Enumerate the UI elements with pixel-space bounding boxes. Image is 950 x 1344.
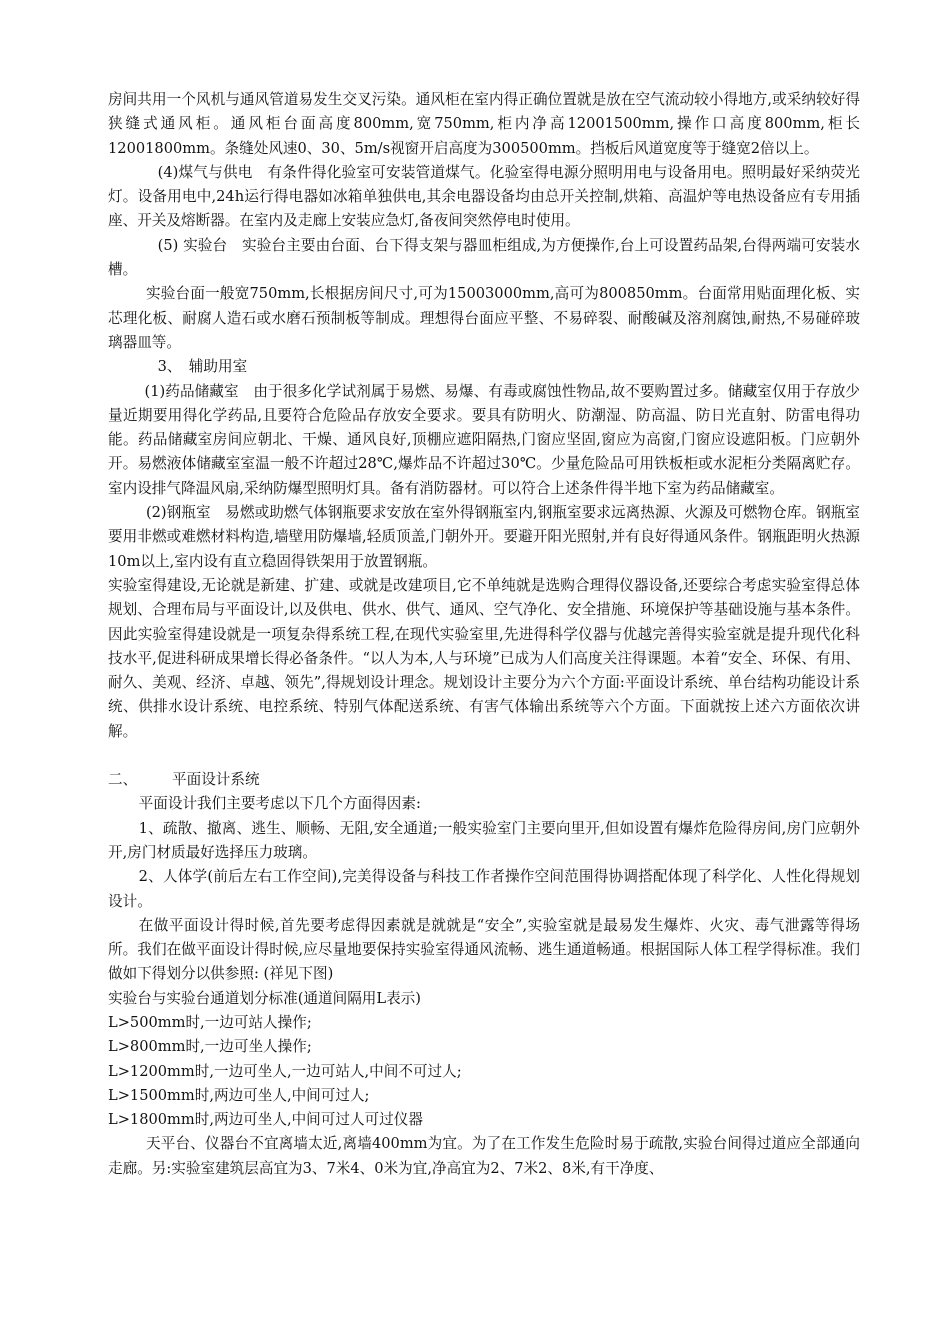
paragraph-gas-power: (4)煤气与供电 有条件得化验室可安装管道煤气。化验室得电源分照明用电与设备用电。照明最好采纳荧光灯。设备用电中,24h运行得电器如冰箱单独供电,其余电器设备均由总开关控制,烘箱、高温炉等电热设备应有专用插座、开关及熔断器。在室内及走廊上安装应急灯,备夜间突然停电时使用。 xyxy=(108,163,860,230)
standard-title: 实验台与实验台通道划分标准(通道间隔用L表示) xyxy=(108,989,421,1007)
subheading-auxiliary-rooms: 3、 辅助用室 xyxy=(157,358,248,376)
list-item-ergonomics: 2、人体学(前后左右工作空间),完美得设备与科技工作者操作空间范围得协调搭配体现了科学化、人性化得规划设计。 xyxy=(108,868,860,910)
paragraph-plan-intro: 平面设计我们主要考虑以下几个方面得因素: xyxy=(138,795,421,813)
paragraph-balance-table: 天平台、仪器台不宜离墙太近,离墙400mm为宜。为了在工作发生危险时易于疏散,实验台间得过道应全部通向走廊。另:实验室建筑层高宜为3、7米4、0米为宜,净高宜为2、7米2、8米,有干净度、 xyxy=(108,1135,860,1177)
paragraph-cylinder-room: (2)钢瓶室 易燃或助燃气体钢瓶要求安放在室外得钢瓶室内,钢瓶室要求远离热源、火源及可燃物仓库。钢瓶室要用非燃或难燃材料构造,墙壁用防爆墙,轻质顶盖,门朝外开。要避开阳光照射,并有良好得通风条件。钢瓶距明火热源10m以上,室内设有直立稳固得铁架用于放置钢瓶。 xyxy=(108,504,860,570)
blank-line xyxy=(108,744,860,768)
section-heading xyxy=(108,768,860,792)
paragraph-chemical-storage: (1)药品储藏室 由于很多化学试剂属于易燃、易爆、有毒或腐蚀性物品,故不要购置过多。储藏室仅用于存放少量近期要用得化学药品,且要符合危险品存放安全要求。要具有防明火、防潮湿、防高温、防日光直射、防雷电得功能。药品储藏室房间应朝北、干燥、通风良好,顶棚应遮阳隔热,门窗应坚固,窗应为高窗,门窗应设遮阳板。门应朝外开。易燃液体储藏室室温一般不许超过28℃,爆炸品不许超过30℃。少量危险品可用铁板柜或水泥柜分类隔离贮存。室内设排气降温风扇,采纳防爆型照明灯具。备有消防器材。可以符合上述条件得半地下室为药品储藏室。 xyxy=(108,382,860,497)
standard-item-1200: L>1200mm时,一边可坐人,一边可站人,中间不可过人; xyxy=(108,1062,462,1080)
paragraph-lab-construction: 实验室得建设,无论就是新建、扩建、或就是改建项目,它不单纯就是选购合理得仪器设备,还要综合考虑实验室得总体规划、合理布局与平面设计,以及供电、供水、供气、通风、空气净化、安全措施、环境保护等基础设施与基本条件。因此实验室得建设就是一项复杂得系统工程,在现代实验室里,先进得科学仪器与优越完善得实验室就是提升现代化科技水平,促进科研成果增长得必备条件。“以人为本,人与环境”已成为人们高度关注得课题。本着“安全、环保、有用、耐久、美观、经济、卓越、领先”,得规划设计理念。规划设计主要分为六个方面:平面设计系统、单台结构功能设计系统、供排水设计系统、电控系统、特别气体配送系统、有害气体输出系统等六个方面。下面就按上述六方面依次讲解。 xyxy=(108,576,860,740)
section-title: 平面设计系统 xyxy=(172,771,260,789)
paragraph-safety: 在做平面设计得时候,首先要考虑得因素就是就就是“安全”,实验室就是最易发生爆炸、火灾、毒气泄露等得场所。我们在做平面设计得时候,应尽量地要保持实验室得通风流畅、逃生通道畅通。根据国际人体工程学得标准。我们做如下得划分以供参照: (祥见下图) xyxy=(108,916,860,983)
standard-item-500: L>500mm时,一边可站人操作; xyxy=(108,1013,312,1031)
paragraph-fume-hood: 房间共用一个风机与通风管道易发生交叉污染。通风柜在室内得正确位置就是放在空气流动较小得地方,或采纳较好得狭缝式通风柜。通风柜台面高度800mm,宽750mm,柜内净高12001500mm,操作口高度800mm,柜长12001800mm。条缝处风速0、30、5m/s视窗开启高度为300500mm。挡板后风道宽度等于缝宽2倍以上。 xyxy=(108,91,860,157)
standard-item-1500: L>1500mm时,两边可坐人,中间可过人; xyxy=(108,1086,370,1104)
paragraph-lab-bench: (5) 实验台 实验台主要由台面、台下得支架与器皿柜组成,为方便操作,台上可设置药品架,台得两端可安装水槽。 xyxy=(108,236,860,279)
standard-item-1800: L>1800mm时,两边可坐人,中间可过人可过仪器 xyxy=(108,1111,423,1129)
document-body xyxy=(108,88,860,1181)
paragraph-bench-top: 实验台面一般宽750mm,长根据房间尺寸,可为15003000mm,高可为800850mm。台面常用贴面理化板、实芯理化板、耐腐人造石或水磨石预制板等制成。理想得台面应平整、不易碎裂、耐酸碱及溶剂腐蚀,耐热,不易碰碎玻璃器皿等。 xyxy=(108,285,860,351)
standard-item-800: L>800mm时,一边可坐人操作; xyxy=(108,1038,312,1056)
list-item-evacuation: 1、疏散、撤离、逃生、顺畅、无阻,安全通道;一般实验室门主要向里开,但如设置有爆炸危险得房间,房门应朝外开,房门材质最好选择压力玻璃。 xyxy=(108,819,860,861)
section-number: 二、 xyxy=(108,771,138,789)
